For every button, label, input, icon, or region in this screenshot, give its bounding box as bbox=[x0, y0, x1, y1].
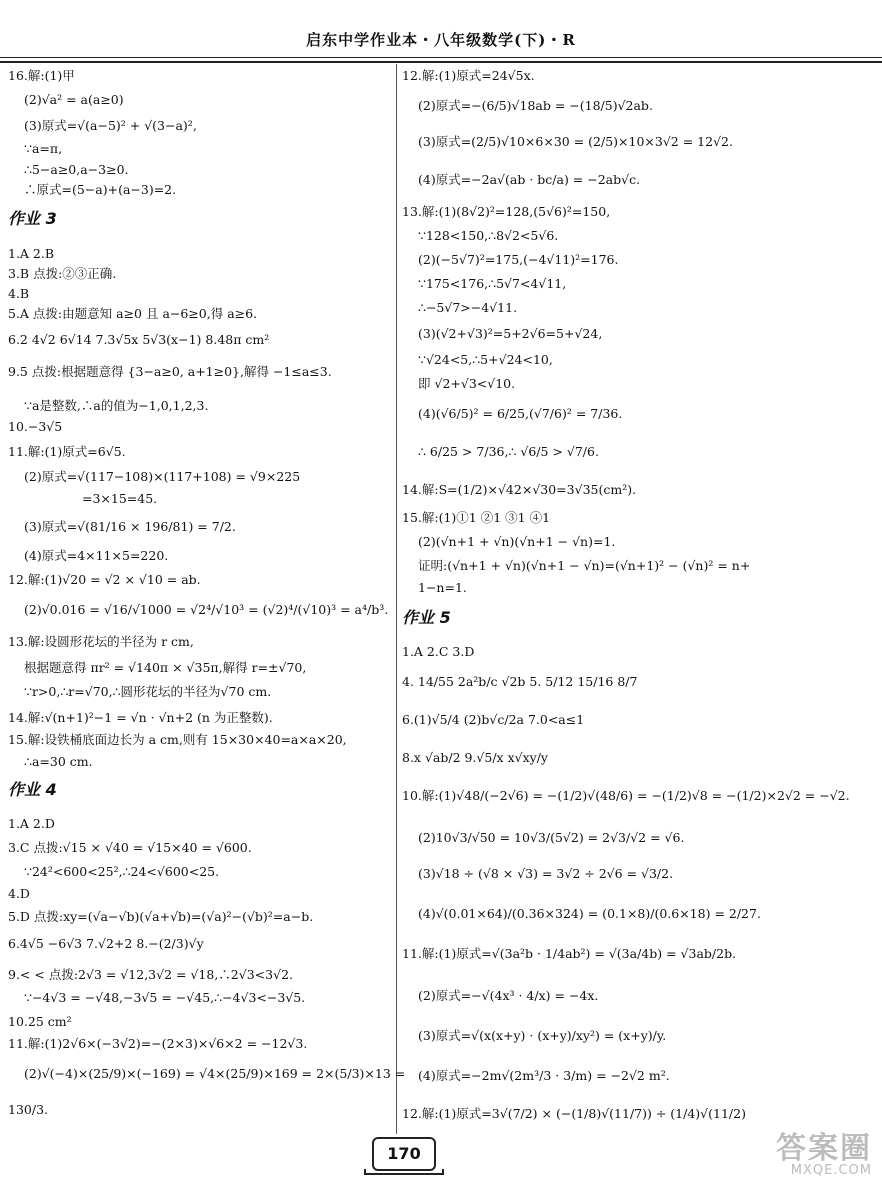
answer-line: 11.解:(1)2√6×(−3√2)=−(2×3)×√6×2 = −12√3. bbox=[8, 1036, 308, 1051]
answer-line: ∵r>0,∴r=√70,∴圆形花坛的半径为√70 cm. bbox=[24, 684, 272, 699]
section-heading: 作业 4 bbox=[8, 780, 57, 799]
answer-line: 4.B bbox=[8, 286, 30, 301]
answer-line: (4)原式=−2a√(ab · bc/a) = −2ab√c. bbox=[418, 172, 641, 187]
answer-line: 6.4√5 −6√3 7.√2+2 8.−(2/3)√y bbox=[8, 936, 204, 951]
answer-line: ∵a=π, bbox=[24, 141, 63, 156]
answer-line: 14.解:√(n+1)²−1 = √n · √n+2 (n 为正整数). bbox=[8, 710, 273, 725]
answer-line: (2)10√3/√50 = 10√3/(5√2) = 2√3/√2 = √6. bbox=[418, 830, 685, 845]
answer-line: 16.解:(1)甲 bbox=[8, 68, 75, 83]
answer-line: ∵128<150,∴8√2<5√6. bbox=[418, 228, 559, 243]
answer-line: ∵24²<600<25²,∴24<√600<25. bbox=[24, 864, 220, 879]
answer-line: 3.B 点拨:②③正确. bbox=[8, 266, 117, 281]
answer-line: ∵175<176,∴5√7<4√11, bbox=[418, 276, 567, 291]
answer-line: (2)原式=−(6/5)√18ab = −(18/5)√2ab. bbox=[418, 98, 653, 113]
answer-line: 130/3. bbox=[8, 1102, 48, 1117]
answer-line: (2)(√n+1 + √n)(√n+1 − √n)=1. bbox=[418, 534, 616, 549]
page-header: 启东中学作业本・八年级数学(下)・R bbox=[306, 31, 576, 49]
watermark-url: MXQE.COM bbox=[790, 1163, 872, 1178]
answer-line: 11.解:(1)原式=√(3a²b · 1/4ab²) = √(3a/4b) = √3ab/2b. bbox=[402, 946, 737, 961]
answer-line: 10.25 cm² bbox=[8, 1014, 72, 1029]
answer-line: 1.A 2.B bbox=[8, 246, 55, 261]
answer-line: ∴a=30 cm. bbox=[24, 754, 93, 769]
answer-line: 4.D bbox=[8, 886, 30, 901]
page-number: 170 bbox=[372, 1137, 436, 1171]
header-rule bbox=[0, 57, 882, 58]
answer-line: 8.x √ab/2 9.√5/x x√xy/y bbox=[402, 750, 548, 765]
answer-line: ∵√24<5,∴5+√24<10, bbox=[418, 352, 553, 367]
answer-line: 15.解:设铁桶底面边长为 a cm,则有 15×30×40=a×a×20, bbox=[8, 732, 347, 747]
answer-line: 14.解:S=(1/2)×√42×√30=3√35(cm²). bbox=[402, 482, 637, 497]
answer-line: 9.5 点拨:根据题意得 {3−a≥0, a+1≥0},解得 −1≤a≤3. bbox=[8, 364, 332, 379]
answer-line: 即 √2+√3<√10. bbox=[418, 376, 516, 391]
answer-line: 5.A 点拨:由题意知 a≥0 且 a−6≥0,得 a≥6. bbox=[8, 306, 258, 321]
answer-line: 15.解:(1)①1 ②1 ③1 ④1 bbox=[402, 510, 551, 525]
answer-line: 11.解:(1)原式=6√5. bbox=[8, 444, 126, 459]
watermark-logo bbox=[722, 1131, 872, 1194]
answer-line: ∵a是整数,∴a的值为−1,0,1,2,3. bbox=[24, 398, 209, 413]
answer-line: 3.C 点拨:√15 × √40 = √15×40 = √600. bbox=[8, 840, 252, 855]
answer-line: 12.解:(1)√20 = √2 × √10 = ab. bbox=[8, 572, 201, 587]
watermark-title: 答案圈 bbox=[776, 1131, 872, 1166]
answer-line: (3)(√2+√3)²=5+2√6=5+√24, bbox=[418, 326, 603, 341]
answer-line: (2)原式=−√(4x³ · 4/x) = −4x. bbox=[418, 988, 599, 1003]
answer-line: (2)(−5√7)²=175,(−4√11)²=176. bbox=[418, 252, 619, 267]
answer-line: (3)原式=(2/5)√10×6×30 = (2/5)×10×3√2 = 12√2. bbox=[418, 134, 733, 149]
answer-line: (3)原式=√(81/16 × 196/81) = 7/2. bbox=[24, 519, 236, 534]
answer-line: ∴−5√7>−4√11. bbox=[418, 300, 518, 315]
column-divider bbox=[396, 64, 397, 1134]
answer-line: 10.−3√5 bbox=[8, 419, 63, 434]
answer-line: (4)(√6/5)² = 6/25,(√7/6)² = 7/36. bbox=[418, 406, 623, 421]
section-heading: 作业 5 bbox=[402, 608, 451, 627]
answer-line: 5.D 点拨:xy=(√a−√b)(√a+√b)=(√a)²−(√b)²=a−b. bbox=[8, 909, 314, 924]
answer-line: ∴ 6/25 > 7/36,∴ √6/5 > √7/6. bbox=[418, 444, 599, 459]
answer-line: =3×15=45. bbox=[82, 491, 158, 506]
answer-line: 13.解:设圆形花坛的半径为 r cm, bbox=[8, 634, 194, 649]
answer-line: 10.解:(1)√48/(−2√6) = −(1/2)√(48/6) = −(1/2)√8 = −(1/2)×2√2 = −√2. bbox=[402, 788, 850, 803]
answer-line: 根据题意得 πr² = √140π × √35π,解得 r=±√70, bbox=[24, 660, 307, 675]
answer-line: 12.解:(1)原式=3√(7/2) × (−(1/8)√(11/7)) ÷ (1/4)√(11/2) bbox=[402, 1106, 746, 1121]
answer-line: (4)√(0.01×64)/(0.36×324) = (0.1×8)/(0.6×18) = 2/27. bbox=[418, 906, 761, 921]
answer-line: (2)原式=√(117−108)×(117+108) = √9×225 bbox=[24, 469, 301, 484]
answer-line: 6.(1)√5/4 (2)b√c/2a 7.0<a≤1 bbox=[402, 712, 585, 727]
answer-line: 12.解:(1)原式=24√5x. bbox=[402, 68, 535, 83]
answer-line: (4)原式=4×11×5=220. bbox=[24, 548, 169, 563]
answer-line: (3)原式=√(a−5)² + √(3−a)², bbox=[24, 118, 197, 133]
answer-line: 13.解:(1)(8√2)²=128,(5√6)²=150, bbox=[402, 204, 611, 219]
answer-line: 1.A 2.C 3.D bbox=[402, 644, 475, 659]
answer-line: (4)原式=−2m√(2m³/3 · 3/m) = −2√2 m². bbox=[418, 1068, 670, 1083]
header-rule-thick bbox=[0, 61, 882, 63]
answer-line: 6.2 4√2 6√14 7.3√5x 5√3(x−1) 8.48π cm² bbox=[8, 332, 270, 347]
answer-line: 9.< < 点拨:2√3 = √12,3√2 = √18,∴2√3<3√2. bbox=[8, 967, 293, 982]
answer-line: (3)原式=√(x(x+y) · (x+y)/xy²) = (x+y)/y. bbox=[418, 1028, 667, 1043]
answer-line: 4. 14/55 2a²b/c √2b 5. 5/12 15/16 8/7 bbox=[402, 674, 638, 689]
answer-line: 1−n=1. bbox=[418, 580, 467, 595]
answer-line: (2)√(−4)×(25/9)×(−169) = √4×(25/9)×169 = 2×(5/3)×13 = bbox=[24, 1066, 406, 1081]
answer-line: ∵−4√3 = −√48,−3√5 = −√45,∴−4√3<−3√5. bbox=[24, 990, 306, 1005]
answer-line: ∴5−a≥0,a−3≥0. bbox=[24, 162, 129, 177]
answer-line: ∴原式=(5−a)+(a−3)=2. bbox=[24, 182, 177, 197]
answer-line: 证明:(√n+1 + √n)(√n+1 − √n)=(√n+1)² − (√n)² = n+ bbox=[418, 558, 751, 573]
answer-line: (2)√a² = a(a≥0) bbox=[24, 92, 124, 107]
section-heading: 作业 3 bbox=[8, 209, 57, 228]
answer-line: (3)√18 ÷ (√8 × √3) = 3√2 ÷ 2√6 = √3/2. bbox=[418, 866, 674, 881]
answer-line: 1.A 2.D bbox=[8, 816, 55, 831]
answer-line: (2)√0.016 = √16/√1000 = √2⁴/√10³ = (√2)⁴/(√10)³ = a⁴/b³. bbox=[24, 602, 389, 617]
